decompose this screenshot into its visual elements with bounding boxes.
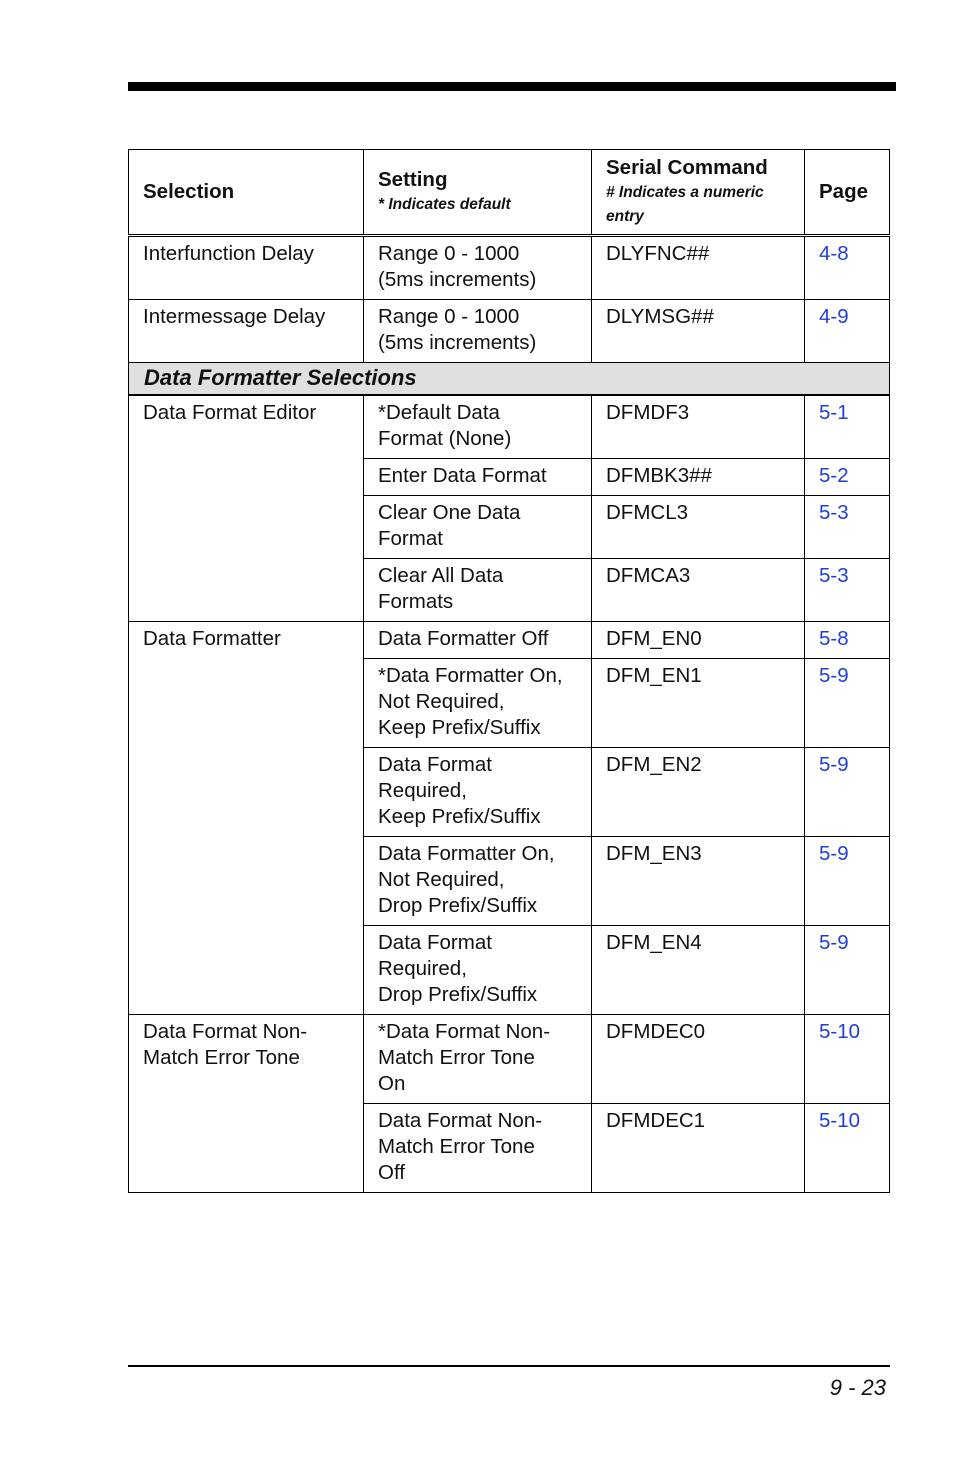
footer-rule xyxy=(128,1365,890,1367)
page-link[interactable]: 4-9 xyxy=(805,300,890,363)
page-link[interactable]: 5-3 xyxy=(805,496,890,559)
command-cell: DFM_EN3 xyxy=(592,837,805,926)
setting-cell: Data Format Required, Keep Prefix/Suffix xyxy=(364,748,592,837)
header-serial-command xyxy=(592,150,805,236)
command-cell: DFM_EN2 xyxy=(592,748,805,837)
setting-cell: Data Format Required, Drop Prefix/Suffix xyxy=(364,926,592,1015)
setting-cell: *Data Format Non- Match Error Tone On xyxy=(364,1015,592,1104)
table-row xyxy=(129,622,890,659)
section-header-row xyxy=(129,363,890,396)
setting-cell: Data Formatter Off xyxy=(364,622,592,659)
command-table xyxy=(128,149,890,1193)
selection-cell: Data Format Non- Match Error Tone xyxy=(129,1015,364,1193)
page-link[interactable]: 5-10 xyxy=(805,1015,890,1104)
header-page: Page xyxy=(805,150,890,236)
command-cell: DFM_EN4 xyxy=(592,926,805,1015)
command-cell: DFM_EN0 xyxy=(592,622,805,659)
setting-cell: Range 0 - 1000 (5ms increments) xyxy=(364,236,592,300)
selection-cell: Intermessage Delay xyxy=(129,300,364,363)
page-number: 9 - 23 xyxy=(829,1375,886,1400)
setting-cell: Clear One Data Format xyxy=(364,496,592,559)
command-cell: DFMDEC0 xyxy=(592,1015,805,1104)
setting-cell: Enter Data Format xyxy=(364,459,592,496)
setting-cell: Data Formatter On, Not Required, Drop Prefix/Suffix xyxy=(364,837,592,926)
setting-cell: *Default Data Format (None) xyxy=(364,395,592,459)
header-serial-command-note: # Indicates a numeric entry xyxy=(606,184,764,225)
header-serial-command-label: Serial Command xyxy=(606,156,768,179)
table-row xyxy=(129,300,890,363)
page-link[interactable]: 5-3 xyxy=(805,559,890,622)
table-row xyxy=(129,1015,890,1104)
table-row xyxy=(129,236,890,300)
page-link[interactable]: 5-8 xyxy=(805,622,890,659)
header-setting-note: * Indicates default xyxy=(378,196,511,213)
command-cell: DFMDF3 xyxy=(592,395,805,459)
page-link[interactable]: 5-10 xyxy=(805,1104,890,1193)
setting-cell: Range 0 - 1000 (5ms increments) xyxy=(364,300,592,363)
selection-cell: Data Formatter xyxy=(129,622,364,1015)
selection-cell: Interfunction Delay xyxy=(129,236,364,300)
setting-cell: *Data Formatter On, Not Required, Keep Prefix/Suffix xyxy=(364,659,592,748)
command-cell: DLYMSG## xyxy=(592,300,805,363)
setting-cell: Clear All Data Formats xyxy=(364,559,592,622)
page-link[interactable]: 5-2 xyxy=(805,459,890,496)
command-cell: DFMCA3 xyxy=(592,559,805,622)
selection-cell: Data Format Editor xyxy=(129,395,364,622)
section-title: Data Formatter Selections xyxy=(129,363,890,396)
page-link[interactable]: 4-8 xyxy=(805,236,890,300)
page-link[interactable]: 5-1 xyxy=(805,395,890,459)
header-setting-label: Setting xyxy=(378,168,448,191)
command-cell: DFMBK3## xyxy=(592,459,805,496)
command-cell: DFM_EN1 xyxy=(592,659,805,748)
command-cell: DFMDEC1 xyxy=(592,1104,805,1193)
command-cell: DLYFNC## xyxy=(592,236,805,300)
page-link[interactable]: 5-9 xyxy=(805,748,890,837)
header-setting xyxy=(364,150,592,236)
page-link[interactable]: 5-9 xyxy=(805,926,890,1015)
page-link[interactable]: 5-9 xyxy=(805,837,890,926)
header-selection: Selection xyxy=(129,150,364,236)
setting-cell: Data Format Non- Match Error Tone Off xyxy=(364,1104,592,1193)
top-rule-bar xyxy=(128,82,896,91)
table-row xyxy=(129,395,890,459)
command-cell: DFMCL3 xyxy=(592,496,805,559)
table-header-row xyxy=(129,150,890,236)
page-link[interactable]: 5-9 xyxy=(805,659,890,748)
